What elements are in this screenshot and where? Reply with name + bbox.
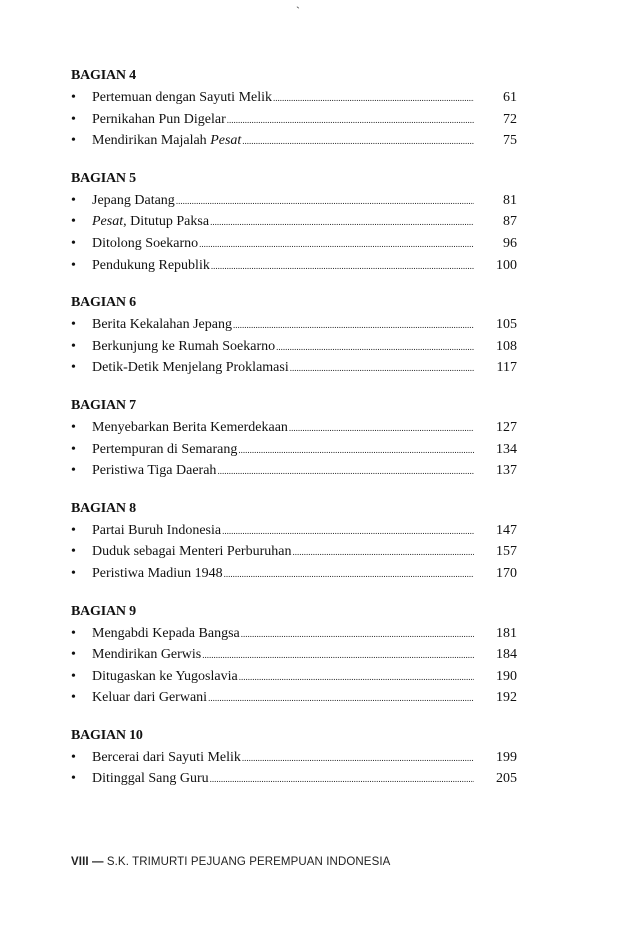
toc-section xyxy=(71,395,517,482)
toc-entry[interactable] xyxy=(71,747,517,769)
page-number: 72 xyxy=(503,111,517,127)
page-number: 199 xyxy=(496,749,517,765)
section-title: BAGIAN 5 xyxy=(71,170,136,186)
entry-title-text: Mendirikan Majalah xyxy=(92,133,211,149)
dot-leader xyxy=(92,190,474,213)
toc-entry[interactable] xyxy=(71,87,517,109)
top-mark: ` xyxy=(296,4,300,18)
dot-leader xyxy=(92,563,474,586)
bullet-icon: • xyxy=(71,544,76,560)
page-footer xyxy=(71,856,390,868)
toc-entry[interactable] xyxy=(71,130,517,152)
section-title: BAGIAN 9 xyxy=(71,603,136,619)
bullet-icon: • xyxy=(71,133,76,149)
dot-leader xyxy=(92,520,474,543)
bullet-icon: • xyxy=(71,565,76,581)
toc-section xyxy=(71,65,517,152)
page-number: 181 xyxy=(496,625,517,641)
dot-leader xyxy=(92,460,474,483)
entry-title xyxy=(92,360,290,375)
entry-title xyxy=(92,214,210,229)
section-title: BAGIAN 6 xyxy=(71,295,136,311)
toc-section xyxy=(71,725,517,790)
page-number: 108 xyxy=(496,338,517,354)
toc-entry[interactable] xyxy=(71,109,517,131)
page-number: 184 xyxy=(496,647,517,663)
section-title: BAGIAN 8 xyxy=(71,500,136,516)
dot-leader xyxy=(92,666,474,689)
page-number: 127 xyxy=(496,419,517,435)
entry-title xyxy=(92,442,238,457)
entry-title-text: Pernikahan Pun Digelar xyxy=(92,111,226,127)
bullet-icon: • xyxy=(71,441,76,457)
entry-title xyxy=(92,669,239,684)
entry-title-text: Mendirikan Gerwis xyxy=(92,647,202,663)
toc-section xyxy=(71,168,517,276)
dot-leader xyxy=(92,768,474,791)
dot-leader xyxy=(92,439,474,462)
dot-leader xyxy=(92,541,474,564)
toc-entry[interactable] xyxy=(71,460,517,482)
page-number: 205 xyxy=(496,771,517,787)
bullet-icon: • xyxy=(71,192,76,208)
dot-leader xyxy=(92,255,474,278)
toc-entry[interactable] xyxy=(71,336,517,358)
page-number: 96 xyxy=(503,235,517,251)
page-number: 170 xyxy=(496,565,517,581)
bullet-icon: • xyxy=(71,522,76,538)
bullet-icon: • xyxy=(71,338,76,354)
bullet-icon: • xyxy=(71,257,76,273)
entry-title-text: Ditinggal Sang Guru xyxy=(92,771,209,787)
page-number: 157 xyxy=(496,544,517,560)
toc-entry[interactable] xyxy=(71,211,517,233)
page-number: 192 xyxy=(496,690,517,706)
entry-title-text: Keluar dari Gerwani xyxy=(92,690,208,706)
toc-entry[interactable] xyxy=(71,439,517,461)
entry-title-text: Mengabdi Kepada Bangsa xyxy=(92,625,240,641)
dot-leader xyxy=(92,109,474,132)
dot-leader xyxy=(92,233,474,256)
page-number: 147 xyxy=(496,522,517,538)
dot-leader xyxy=(92,747,474,770)
entry-title xyxy=(92,690,208,705)
entry-title xyxy=(92,258,211,273)
toc-entry[interactable] xyxy=(71,666,517,688)
bullet-icon: • xyxy=(71,690,76,706)
toc-entry[interactable] xyxy=(71,644,517,666)
toc-entry[interactable] xyxy=(71,255,517,277)
entry-title-text: Jepang Datang xyxy=(92,192,175,208)
dot-leader xyxy=(92,211,474,234)
entry-title xyxy=(92,420,289,435)
bullet-icon: • xyxy=(71,625,76,641)
entry-title-text: Ditolong Soekarno xyxy=(92,235,199,251)
entry-title-text: Bercerai dari Sayuti Melik xyxy=(92,749,241,765)
dot-leader xyxy=(92,357,474,380)
entry-title xyxy=(92,193,176,208)
entry-title-text: Berita Kekalahan Jepang xyxy=(92,317,232,333)
toc-entry[interactable] xyxy=(71,314,517,336)
bullet-icon: • xyxy=(71,317,76,333)
entry-title xyxy=(92,463,217,478)
bullet-icon: • xyxy=(71,360,76,376)
entry-title xyxy=(92,339,276,354)
toc-entry[interactable] xyxy=(71,520,517,542)
entry-title-text: Menyebarkan Berita Kemerdekaan xyxy=(92,419,288,435)
entry-title-text: Pendukung Republik xyxy=(92,257,210,273)
dot-leader xyxy=(92,130,474,153)
entry-title-text: Berkunjung ke Rumah Soekarno xyxy=(92,338,276,354)
page-number: 100 xyxy=(496,257,517,273)
toc-entry[interactable] xyxy=(71,417,517,439)
entry-title xyxy=(92,544,292,559)
footer-dash: — xyxy=(91,856,104,868)
toc-entry[interactable] xyxy=(71,190,517,212)
page-number: 61 xyxy=(503,90,517,105)
entry-title-italic: Pesat xyxy=(92,214,124,230)
bullet-icon: • xyxy=(71,771,76,787)
page-number: 190 xyxy=(496,668,517,684)
entry-title-text: , Ditutup Paksa xyxy=(123,214,210,230)
toc-section xyxy=(71,292,517,379)
bullet-icon: • xyxy=(71,214,76,230)
entry-title xyxy=(92,626,241,641)
entry-title xyxy=(92,771,210,786)
toc-entry[interactable] xyxy=(71,623,517,645)
entry-title xyxy=(92,90,273,105)
entry-title xyxy=(92,750,242,765)
toc-entry[interactable] xyxy=(71,768,517,790)
page-number: 87 xyxy=(503,214,517,230)
entry-title xyxy=(92,236,199,251)
dot-leader xyxy=(92,644,474,667)
bullet-icon: • xyxy=(71,463,76,479)
page-number: 75 xyxy=(503,133,517,149)
bullet-icon: • xyxy=(71,668,76,684)
entry-title xyxy=(92,133,242,148)
page-number: 134 xyxy=(496,441,517,457)
dot-leader xyxy=(92,314,474,337)
toc-entry[interactable] xyxy=(71,357,517,379)
entry-title xyxy=(92,647,202,662)
toc-section xyxy=(71,601,517,709)
page-number: 117 xyxy=(496,360,517,376)
dot-leader xyxy=(92,336,474,359)
bullet-icon: • xyxy=(71,90,76,105)
entry-title-text: Ditugaskan ke Yugoslavia xyxy=(92,668,238,684)
page-number: 137 xyxy=(496,463,517,479)
page-number: 81 xyxy=(503,192,517,208)
toc-section xyxy=(71,498,517,585)
dot-leader xyxy=(92,417,474,440)
bullet-icon: • xyxy=(71,419,76,435)
footer-page-number: VIII xyxy=(71,856,89,868)
entry-title xyxy=(92,566,224,581)
section-title: BAGIAN 7 xyxy=(71,397,136,413)
entry-title-text: Peristiwa Tiga Daerah xyxy=(92,463,217,479)
entry-title-italic: Pesat xyxy=(210,133,242,149)
bullet-icon: • xyxy=(71,235,76,251)
entry-title-text: Pertempuran di Semarang xyxy=(92,441,238,457)
entry-title-text: Detik-Detik Menjelang Proklamasi xyxy=(92,360,289,376)
entry-title xyxy=(92,317,233,332)
bullet-icon: • xyxy=(71,647,76,663)
dot-leader xyxy=(92,87,474,110)
toc-entry[interactable] xyxy=(71,563,517,585)
dot-leader xyxy=(92,687,474,710)
section-title: BAGIAN 10 xyxy=(71,727,143,743)
footer-book-title: S.K. TRIMURTI PEJUANG PEREMPUAN INDONESIA xyxy=(106,856,391,868)
page-number: 105 xyxy=(496,317,517,333)
toc-entry[interactable] xyxy=(71,687,517,709)
entry-title-text: Pertemuan dengan Sayuti Melik xyxy=(92,90,273,105)
entry-title-text: Peristiwa Madiun 1948 xyxy=(92,565,223,581)
dot-leader xyxy=(92,623,474,646)
entry-title-text: Duduk sebagai Menteri Perburuhan xyxy=(92,544,292,560)
toc-entry[interactable] xyxy=(71,541,517,563)
entry-title xyxy=(92,523,222,538)
section-title: BAGIAN 4 xyxy=(71,68,136,83)
entry-title xyxy=(92,112,227,127)
table-of-contents xyxy=(71,65,517,806)
entry-title-text: Partai Buruh Indonesia xyxy=(92,522,222,538)
bullet-icon: • xyxy=(71,111,76,127)
toc-entry[interactable] xyxy=(71,233,517,255)
bullet-icon: • xyxy=(71,749,76,765)
